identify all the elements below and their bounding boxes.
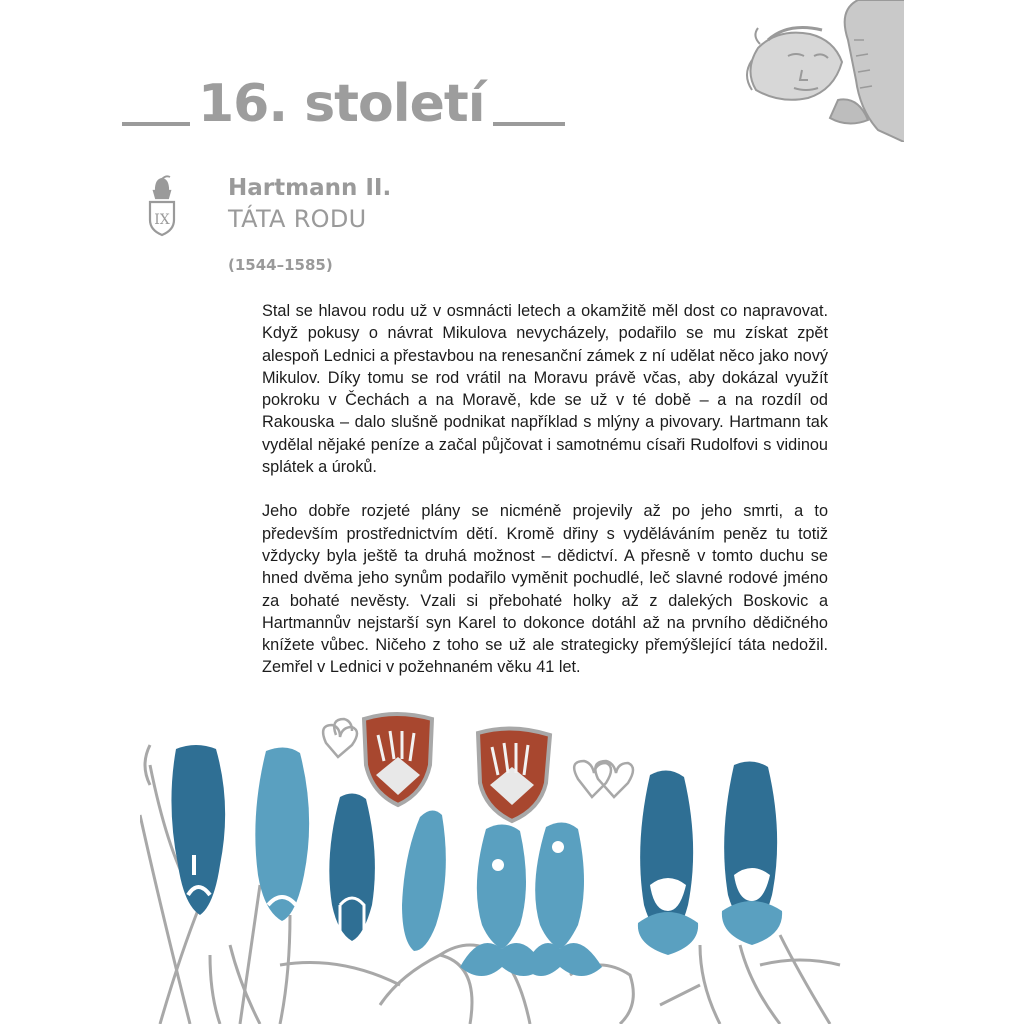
generation-numeral: IX — [154, 212, 170, 228]
paragraph-2: Jeho dobře rozjeté plány se nicméně projevily až po jeho smrti, a to především prostřednictvím dětí. Kromě dřiny s vyděláváním peněz tu totiž vždycky byla ještě ta druhá možnost – dědictví. A přesně v tomto duchu se hned dvěma jeho synům podařilo vyměnit pochudlé, leč slavné rodové jméno za bohaté nevěsty. Vzali si přebohaté holky až z dalekých Boskovic a Hartmannův nejstarší syn Karel to dokonce dotáhl až na prvního dědičného knížete vůbec. Ničeho z toho se už ale strategicky přemýšlející táta nedožil. Zemřel v Lednici v požehnaném věku 41 let. — [262, 502, 828, 677]
figure-6 — [524, 822, 602, 976]
person-years: (1544–1585) — [228, 256, 333, 274]
portrait-illustration — [738, 0, 904, 142]
figure-8 — [722, 761, 782, 945]
heading-rule-right — [493, 122, 565, 126]
person-nickname: TÁTA RODU — [228, 205, 367, 233]
heading-rule-left — [122, 122, 190, 126]
figure-7 — [638, 770, 698, 955]
figure-3 — [329, 793, 375, 941]
figure-5 — [460, 824, 544, 976]
coat-of-arms-shield-1 — [364, 714, 432, 805]
figure-1 — [171, 745, 225, 915]
figure-2 — [255, 747, 309, 921]
body-text — [262, 300, 828, 701]
figure-4 — [402, 810, 446, 951]
person-name: Hartmann II. — [228, 175, 392, 201]
family-illustration — [140, 705, 860, 1024]
coat-of-arms-shield-2 — [478, 728, 550, 821]
paragraph-1: Stal se hlavou rodu už v osmnácti letech a okamžitě měl dost co napravovat. Když pokusy o návrat Mikulova nevycházely, podařilo se mu získat zpět alespoň Lednici a přestavbou na renesanční zámek z ní udělat něco jako nový Mikulov. Díky tomu se rod vrátil na Moravu právě včas, aby dokázal využít pokroku v Čechách a na Moravě, kde se už v té době – a na rozdíl od Rakouska – dalo slušně podnikat například s mlýny a pivovary. Hartmann tak vydělal nějaké peníze a začal půjčovat i samotnému císaři Rudolfovi s vidinou splátek a úroků. — [262, 302, 828, 477]
chapter-heading — [122, 74, 565, 134]
chapter-title: 16. století — [198, 74, 485, 134]
knight-crest-icon — [146, 174, 178, 238]
